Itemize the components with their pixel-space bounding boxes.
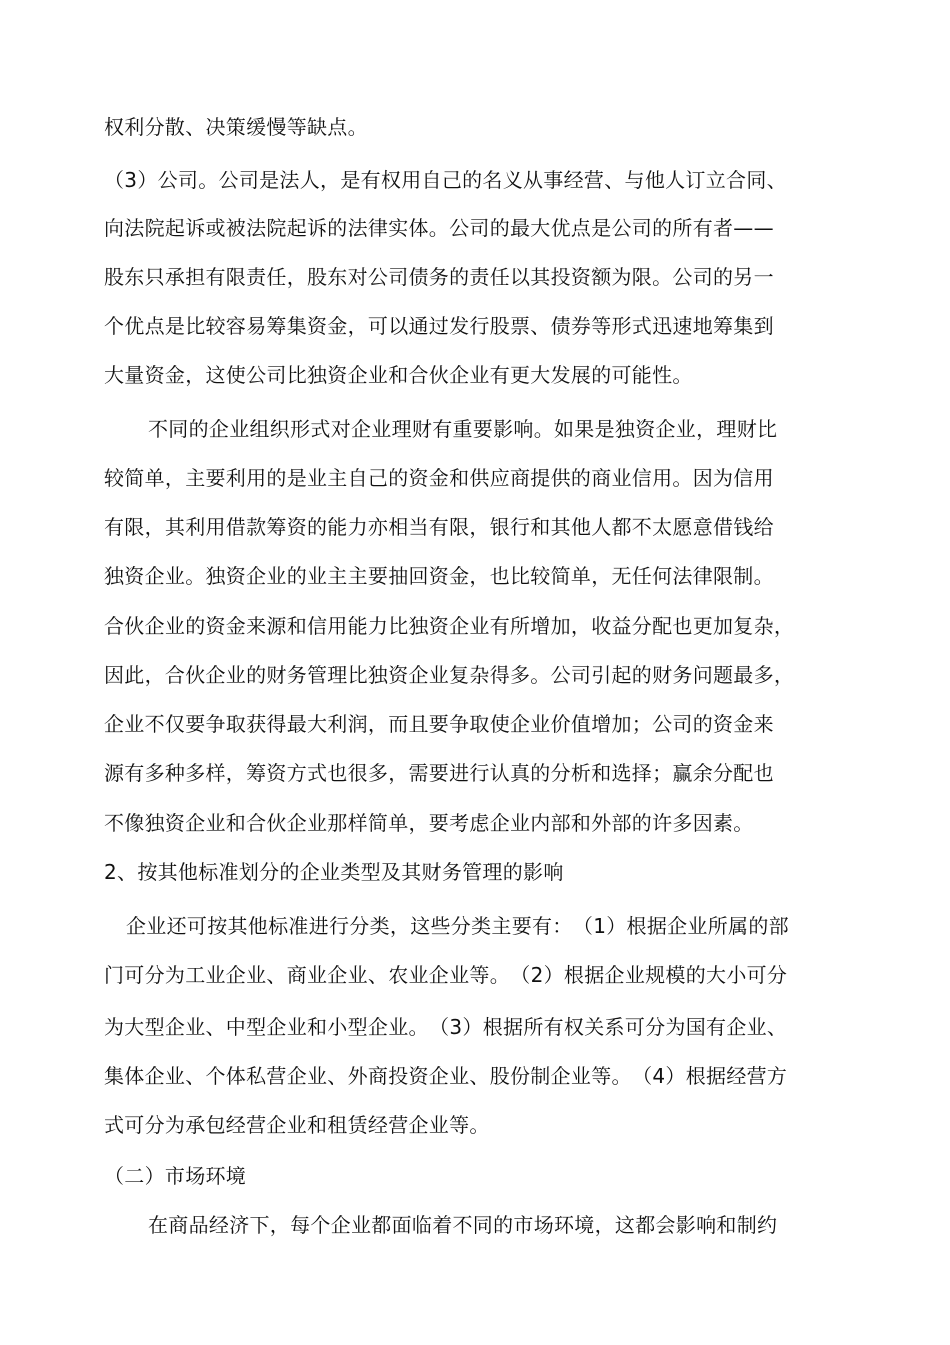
text-line: 大量资金，这使公司比独资企业和合伙企业有更大发展的可能性。: [104, 363, 693, 387]
text-line: 源有多种多样，筹资方式也很多，需要进行认真的分析和选择；赢余分配也: [104, 761, 774, 785]
text-line: 企业不仅要争取获得最大利润，而且要争取使企业价值增加；公司的资金来: [104, 712, 774, 736]
text-line: 有限，其利用借款筹资的能力亦相当有限，银行和其他人都不太愿意借钱给: [104, 515, 774, 539]
text-line: 因此，合伙企业的财务管理比独资企业复杂得多。公司引起的财务问题最多，: [104, 663, 795, 687]
text-line: 独资企业。独资企业的业主主要抽回资金，也比较简单，无任何法律限制。: [104, 564, 774, 588]
text-line: 较简单，主要利用的是业主自己的资金和供应商提供的商业信用。因为信用: [104, 466, 774, 490]
text-line: 在商品经济下，每个企业都面临着不同的市场环境，这都会影响和制约: [148, 1213, 778, 1237]
text-line: （3）公司。公司是法人，是有权用自己的名义从事经营、与他人订立合同、: [104, 168, 787, 192]
text-line: 向法院起诉或被法院起诉的法律实体。公司的最大优点是公司的所有者——: [104, 216, 774, 240]
text-line: 企业还可按其他标准进行分类，这些分类主要有： （1）根据企业所属的部: [126, 914, 789, 938]
text-line: 为大型企业、中型企业和小型企业。 （3）根据所有权关系可分为国有企业、: [104, 1015, 788, 1039]
text-line: 门可分为工业企业、商业企业、农业企业等。 （2）根据企业规模的大小可分: [104, 963, 788, 987]
text-line: 集体企业、个体私营企业、外商投资企业、股份制企业等。 （4）根据经营方: [104, 1064, 788, 1088]
text-line: 不同的企业组织形式对企业理财有重要影响。如果是独资企业，理财比: [148, 417, 778, 441]
text-line: 权利分散、决策缓慢等缺点。: [104, 115, 368, 139]
text-line: 个优点是比较容易筹集资金，可以通过发行股票、债券等形式迅速地筹集到: [104, 314, 774, 338]
text-line: 式可分为承包经营企业和租赁经营企业等。: [104, 1113, 490, 1137]
text-line: 合伙企业的资金来源和信用能力比独资企业有所增加，收益分配也更加复杂，: [104, 614, 795, 638]
text-line: 不像独资企业和合伙企业那样简单，要考虑企业内部和外部的许多因素。: [104, 811, 754, 835]
text-line: 股东只承担有限责任，股东对公司债务的责任以其投资额为限。公司的另一: [104, 265, 774, 289]
section-heading: （二）市场环境: [104, 1164, 247, 1188]
section-heading: 2、按其他标准划分的企业类型及其财务管理的影响: [104, 860, 564, 884]
